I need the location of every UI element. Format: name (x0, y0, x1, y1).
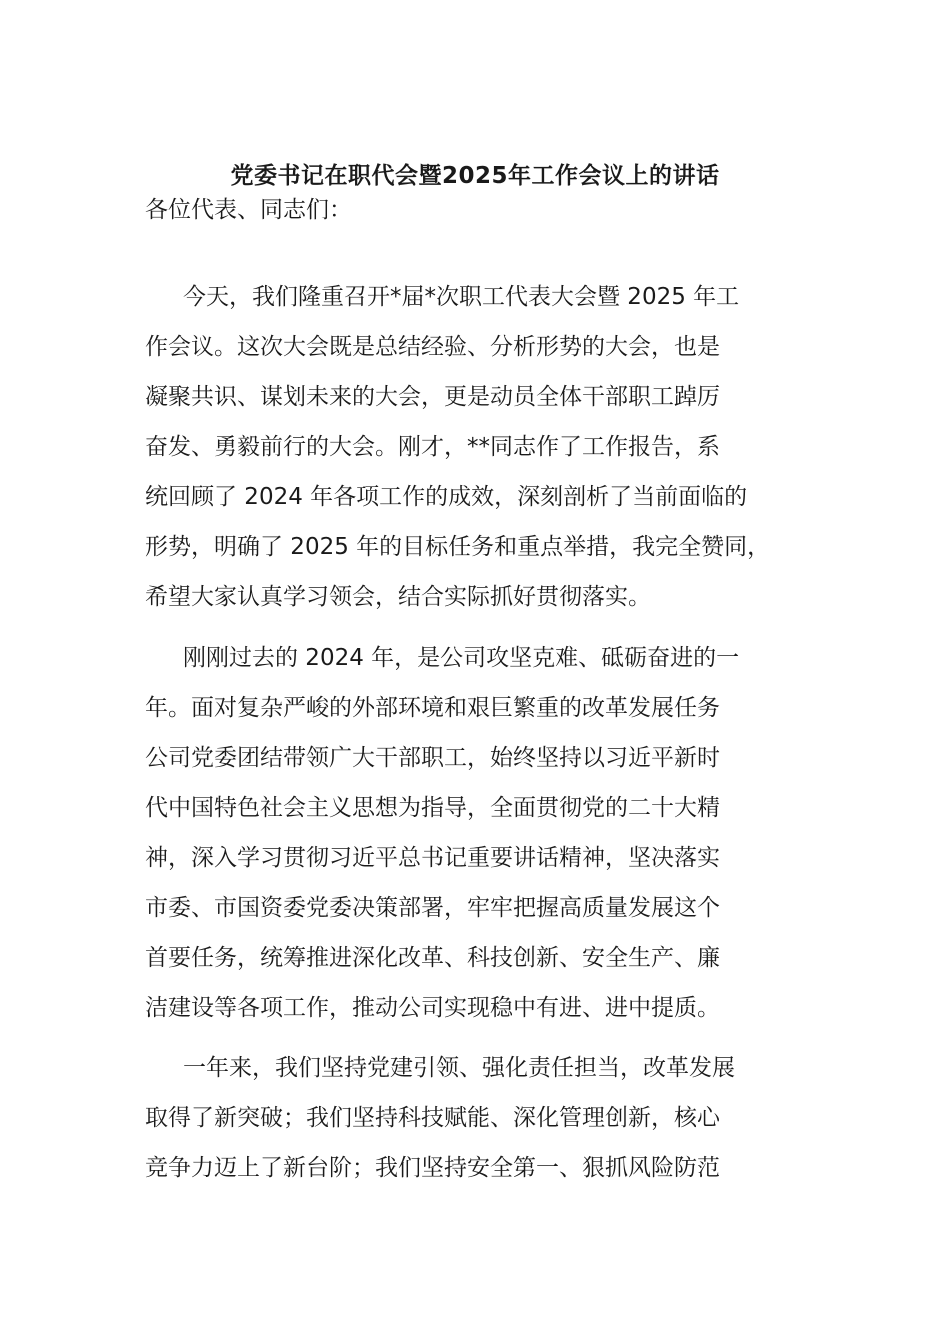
document-title: 党委书记在职代会暨2025年工作会议上的讲话 (230, 163, 720, 189)
text-line: 希望大家认真学习领会，结合实际抓好贯彻落实。 (145, 584, 651, 610)
text-line: 市委、市国资委党委决策部署，牢牢把握高质量发展这个 (145, 895, 720, 921)
text-line: 奋发、勇毅前行的大会。刚才，**同志作了工作报告，系 (145, 434, 720, 460)
text-line: 一年来，我们坚持党建引领、强化责任担当，改革发展 (183, 1055, 735, 1081)
text-line: 统回顾了 2024 年各项工作的成效，深刻剖析了当前面临的 (145, 484, 748, 510)
paragraph-3 (145, 1043, 830, 1193)
text-line: 形势，明确了 2025 年的目标任务和重点举措，我完全赞同， (145, 534, 771, 560)
salutation: 各位代表、同志们： (145, 197, 352, 223)
text-line: 洁建设等各项工作，推动公司实现稳中有进、进中提质。 (145, 995, 720, 1021)
text-line: 首要任务，统筹推进深化改革、科技创新、安全生产、廉 (145, 945, 720, 971)
paragraph-2 (145, 633, 830, 1033)
text-line: 作会议。这次大会既是总结经验、分析形势的大会，也是 (145, 334, 720, 360)
text-line: 神，深入学习贯彻习近平总书记重要讲话精神，坚决落实 (145, 845, 720, 871)
paragraph-1 (145, 272, 830, 622)
text-line: 刚刚过去的 2024 年，是公司攻坚克难、砥砺奋进的一 (183, 645, 740, 671)
text-line: 代中国特色社会主义思想为指导，全面贯彻党的二十大精 (145, 795, 720, 821)
text-line: 取得了新突破；我们坚持科技赋能、深化管理创新，核心 (145, 1105, 720, 1131)
text-line: 年。面对复杂严峻的外部环境和艰巨繁重的改革发展任务 (145, 695, 720, 721)
text-line: 竞争力迈上了新台阶；我们坚持安全第一、狠抓风险防范 (145, 1155, 720, 1181)
text-line: 凝聚共识、谋划未来的大会，更是动员全体干部职工踔厉 (145, 384, 720, 410)
text-line: 今天，我们隆重召开*届*次职工代表大会暨 2025 年工 (183, 284, 740, 310)
text-line: 公司党委团结带领广大干部职工，始终坚持以习近平新时 (145, 745, 720, 771)
